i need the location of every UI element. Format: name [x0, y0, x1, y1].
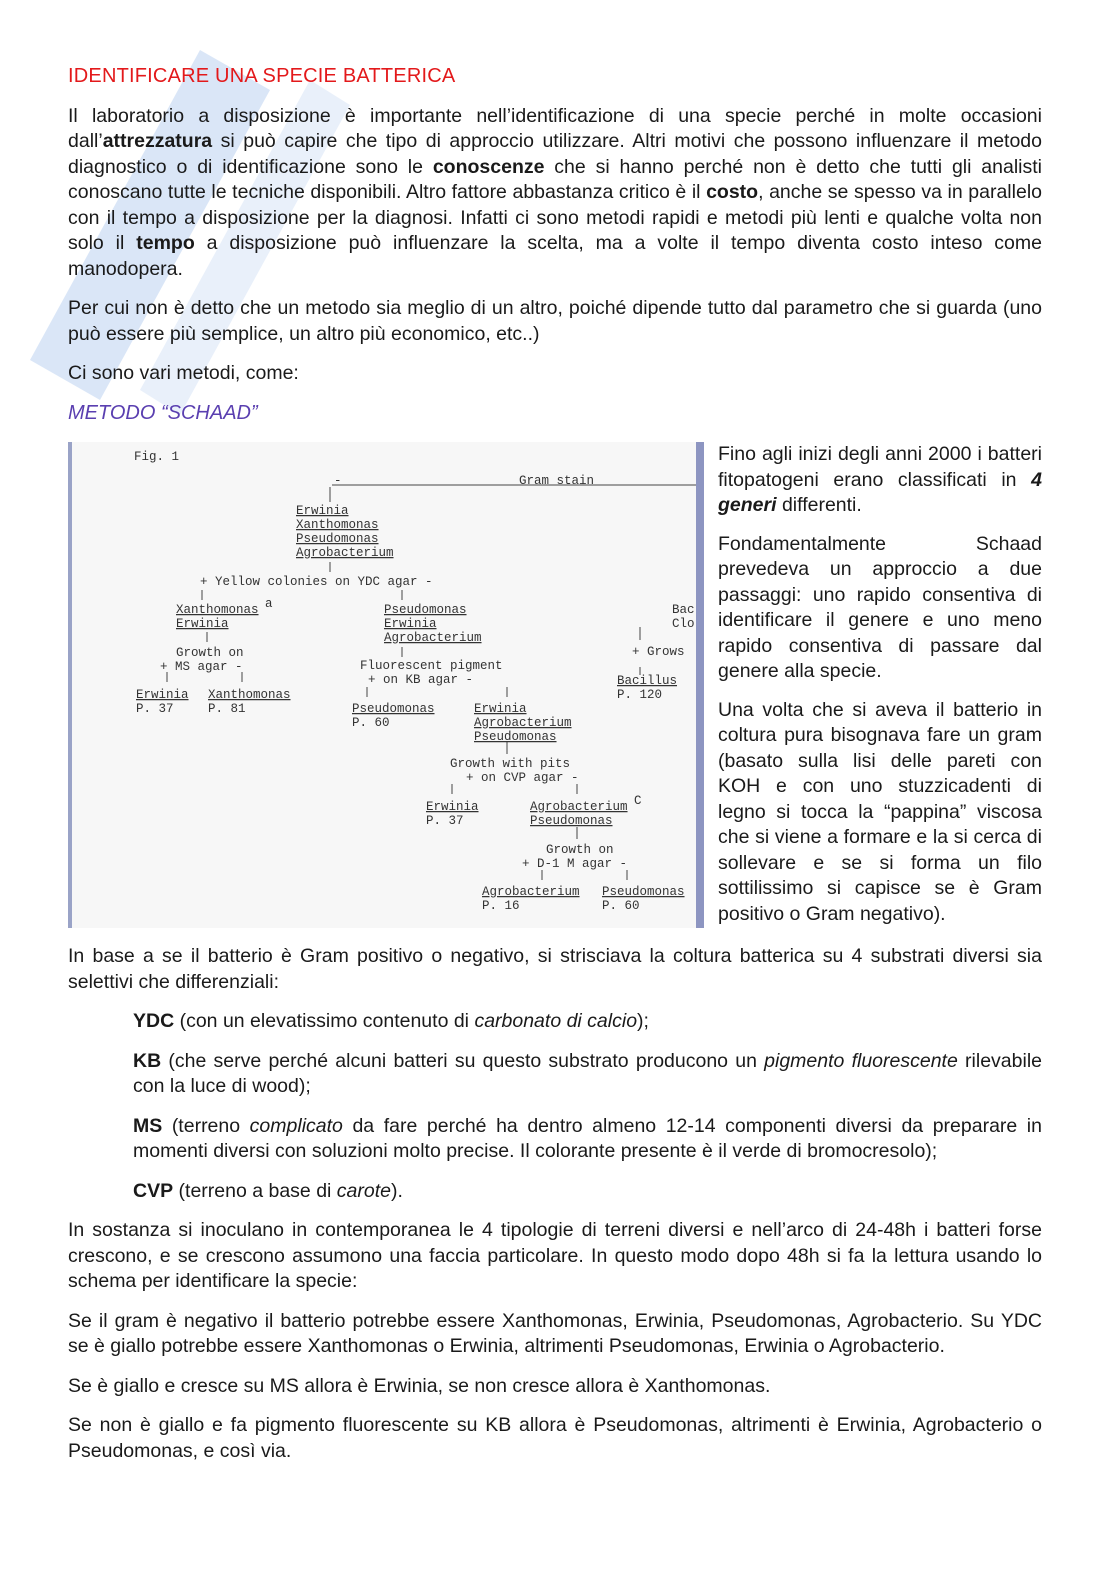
fig-mid-3: Agrobacterium — [384, 631, 482, 645]
fig-grows: + Grows — [632, 645, 685, 659]
fig-p60: P. 60 — [352, 716, 390, 730]
fig-gram-stain: Gram stain — [519, 474, 595, 488]
media-list — [68, 1009, 1042, 1204]
fig-mid-1: Pseudomonas — [384, 603, 467, 617]
fig-mid-2: Erwinia — [384, 617, 437, 631]
fig-kb-agar: + on KB agar - — [368, 673, 474, 687]
fig-left-1: Xanthomonas — [176, 603, 259, 617]
fig-left-2: Erwinia — [176, 617, 229, 631]
fig-top-2: Xanthomonas — [296, 518, 379, 532]
fig-minus: - — [334, 474, 342, 488]
fig-top-1: Erwinia — [296, 504, 349, 518]
fig-ms-agar: + MS agar - — [160, 660, 243, 674]
fig-bacillus: Bacillus — [617, 674, 678, 688]
fig-yellow: + Yellow colonies on YDC agar - — [200, 575, 433, 589]
fig-growth-on2: Growth on — [546, 843, 614, 857]
fig-top-3: Pseudomonas — [296, 532, 379, 546]
side-paragraph-1: Fino agli inizi degli anni 2000 i batteri fitopatogeni erano classificati in 4 generi differenti. — [718, 443, 1042, 516]
fig-p120: P. 120 — [617, 688, 663, 702]
fig-cvp-agar: + on CVP agar - — [466, 771, 579, 785]
fig-label: Fig. 1 — [134, 450, 180, 464]
figure-side-text — [718, 442, 1042, 940]
fig-growth-pits: Growth with pits — [450, 757, 571, 771]
document-page — [68, 64, 1042, 1478]
fig-p37: P. 37 — [136, 702, 174, 716]
fig-p81: P. 81 — [208, 702, 246, 716]
substrates-intro: In base a se il batterio è Gram positivo o negativo, si strisciava la coltura batterica su 4 substrati diversi sia selettivi che differenziali: — [68, 945, 1042, 993]
intro-paragraph-3: Ci sono vari metodi, come: — [68, 362, 299, 384]
method-title: METODO “SCHAAD” — [68, 401, 258, 424]
paragraph-yellow-ms: Se è giallo e cresce su MS allora è Erwinia, se non cresce allora è Xanthomonas. — [68, 1374, 771, 1397]
side-paragraph-2: Fondamentalmente Schaad prevedeva un approccio a due passaggi: uno rapido consentiva di identificare il genere e uno meno rapido consentiva di passare dal genere alla specie. — [718, 532, 1042, 682]
paragraph-gram-negative: Se il gram è negativo il batterio potrebbe essere Xanthomonas, Erwinia, Pseudomonas, Agrobacterio. Su YDC se è giallo potrebbe essere Xanthomonas o Erwinia, altrimenti Pseudomonas, Erwinia o Agrobacterio. — [68, 1309, 1042, 1357]
fig-erwinia: Erwinia — [136, 688, 189, 702]
fig-top-4: Agrobacterium — [296, 546, 394, 560]
fig-growth-on: Growth on — [176, 646, 244, 660]
schaad-flowchart-figure — [68, 442, 704, 928]
fig-pseudomonas: Pseudomonas — [352, 702, 435, 716]
fig-clo: Clo — [672, 617, 695, 631]
fig-agrobacterium: Agrobacterium — [482, 885, 580, 899]
fig-pseudo-c: Pseudomonas — [530, 814, 613, 828]
fig-left-sup: a — [265, 597, 273, 611]
flowchart-svg — [72, 442, 696, 928]
fig-sup-c: C — [634, 794, 642, 808]
fig-p37b: P. 37 — [426, 814, 464, 828]
intro-paragraph-2: Per cui non è detto che un metodo sia meglio di un altro, poiché dipende tutto dal parametro che si guarda (uno può essere più semplice, un altro più economico, etc..) — [68, 297, 1042, 345]
fig-p60b: P. 60 — [602, 899, 640, 913]
fig-mid2-3: Pseudomonas — [474, 730, 557, 744]
fig-bac: Bac — [672, 603, 695, 617]
fig-xanthomonas: Xanthomonas — [208, 688, 291, 702]
page-title: IDENTIFICARE UNA SPECIE BATTERICA — [68, 65, 456, 87]
fig-mid2-2: Agrobacterium — [474, 716, 572, 730]
media-kb: KB (che serve perché alcuni batteri su questo substrato producono un pigmento fluorescente rilevabile con la luce di wood); — [133, 1049, 1042, 1097]
paragraph-not-yellow: Se non è giallo e fa pigmento fluorescente su KB allora è Pseudomonas, altrimenti è Erwinia, Agrobacterio o Pseudomonas, e così via. — [68, 1414, 1042, 1462]
fig-fluorescent: Fluorescent pigment — [360, 659, 503, 673]
media-ms: MS (terreno complicato da fare perché ha dentro almeno 12-14 componenti diversi da preparare in momenti diversi con soluzioni molto precise. Il colorante presente è il verde di bromocresolo); — [133, 1114, 1042, 1162]
fig-p16: P. 16 — [482, 899, 520, 913]
figure-row — [68, 442, 1042, 932]
fig-pseudomonas2: Pseudomonas — [602, 885, 685, 899]
media-ydc: YDC (con un elevatissimo contenuto di carbonato di calcio); — [133, 1010, 649, 1032]
fig-d1m-agar: + D-1 M agar - — [522, 857, 628, 871]
fig-mid2-1: Erwinia — [474, 702, 527, 716]
paragraph-inoculation: In sostanza si inoculano in contemporanea le 4 tipologie di terreni diversi e nell’arco di 24-48h i batteri forse crescono, e se crescono assumono una faccia particolare. In questo modo dopo 48h si fa la lettura usando lo schema per identificare la specie: — [68, 1219, 1042, 1292]
media-cvp: CVP (terreno a base di carote). — [133, 1179, 403, 1202]
intro-paragraph-1: Il laboratorio a disposizione è importante nell’identificazione di una specie perché in molte occasioni dall’attrezzatura si può capire che tipo di approccio utilizzare. Altri motivi che possono influenzare il metodo diagnostico o di identificazione sono le conoscenze che si hanno perché non è detto che tutti gli analisti conoscano tutte le tecniche disponibili. Altro fattore abbastanza critico è il costo, anche se spesso va in parallelo con il tempo a disposizione per la diagnosi. Infatti ci sono metodi rapidi e metodi più lenti e qualche volta non solo il tempo a disposizione può influenzare la scelta, ma a volte il tempo diventa costo inteso come manodopera. — [68, 104, 1043, 280]
side-paragraph-3: Una volta che si aveva il batterio in coltura pura bisognava fare un gram (basato sulla lisi delle pareti con KOH e con uno stuzzicadenti di legno si tocca la “pappina” viscosa che si viene a formare e la si cerca di sollevare e se si forma un filo sottilissimo si capisce se è Gram positivo o Gram negativo). — [718, 698, 1042, 925]
fig-erwinia2: Erwinia — [426, 800, 479, 814]
fig-agro-c: Agrobacterium — [530, 800, 628, 814]
